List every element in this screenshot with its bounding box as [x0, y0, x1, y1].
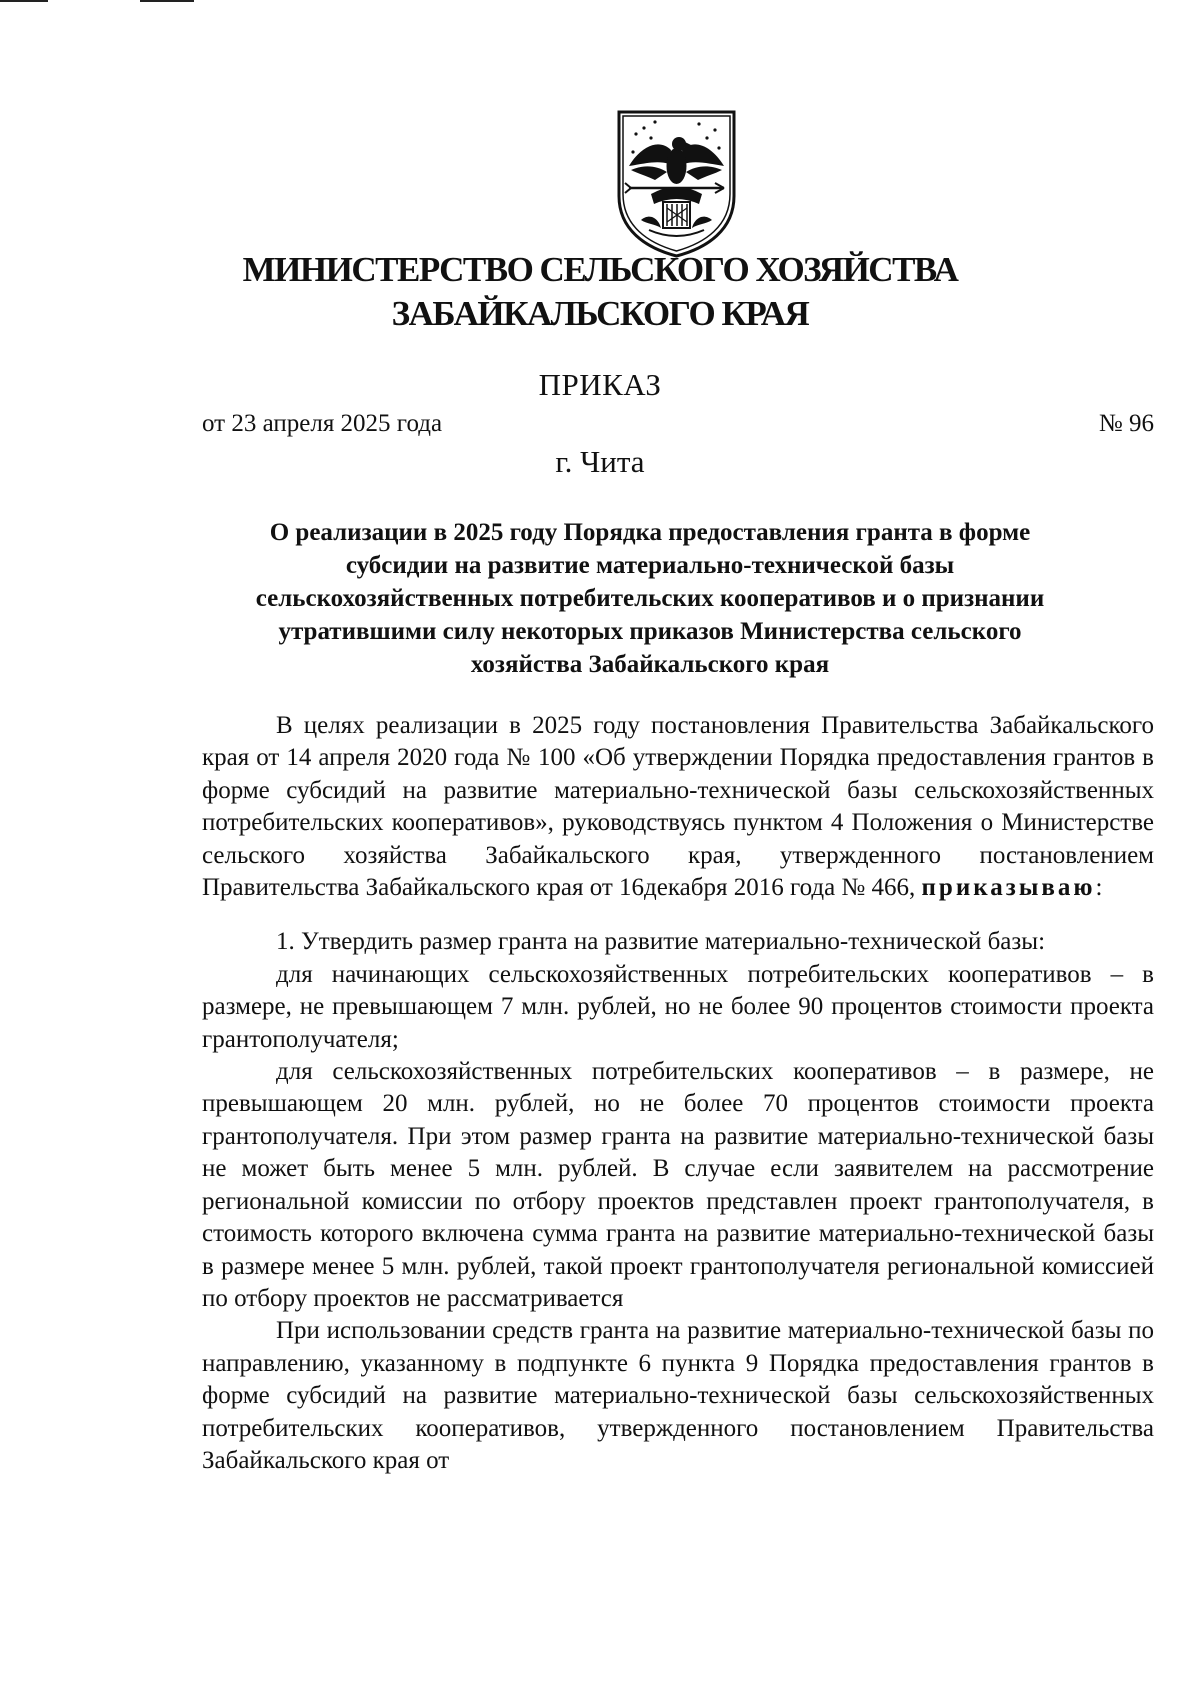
item-1-usage-paragraph: При использовании средств гранта на развитие материально-технической базы по направлению, указанному в подпункте 6 пункта 9 Порядка предоставления грантов в форме субсидий на развитие материально-технической базы сельскохозяйственных потребительских кооперативов, утвержденного постановлением Правительства Забайкальского края от	[202, 1317, 1154, 1474]
document-body	[202, 710, 1154, 1477]
preamble-paragraph	[202, 710, 1154, 904]
subject-line: субсидии на развитие материально-технической базы	[345, 552, 955, 579]
item-1: 1. Утвердить размер гранта на развитие материально-технической базы:	[276, 928, 1046, 956]
document-subject	[200, 516, 1100, 681]
document-date: от 23 апреля 2025 года	[202, 410, 443, 437]
document-number: № 96	[1098, 410, 1154, 437]
document-type: ПРИКАЗ	[538, 367, 662, 402]
ministry-name-line-2: ЗАБАЙКАЛЬСКОГО КРАЯ	[391, 294, 809, 333]
subject-line: хозяйства Забайкальского края	[470, 651, 830, 678]
order-colon: :	[1095, 874, 1103, 902]
subject-line: утратившими силу некоторых приказов Министерства сельского	[278, 618, 1022, 645]
order-keyword: приказываю	[921, 874, 1096, 902]
item-1-startup-cooperatives: для начинающих сельскохозяйственных потребительских кооперативов – в размере, не превышающем 7 млн. рублей, но не более 90 процентов стоимости проекта грантополучателя;	[202, 960, 1154, 1053]
preamble-text: В целях реализации в 2025 году постановления Правительства Забайкальского края от 14 апреля 2020 года № 100 «Об утверждении Порядка предоставления грантов в форме субсидий на развитие материально-технической базы сельскохозяйственных потребительских кооперативов», руководствуясь пунктом 4 Положения о Министерстве сельского хозяйства Забайкальского края, утвержденного постановлением Правительства Забайкальского края от 16декабря 2016 года № 466,	[202, 712, 1154, 902]
subject-line: О реализации в 2025 году Порядка предоставления гранта в форме	[269, 519, 1031, 546]
subject-line: сельскохозяйственных потребительских кооперативов и о признании	[255, 585, 1045, 612]
coat-of-arms-emblem	[611, 108, 742, 258]
scan-artifact	[0, 0, 48, 2]
item-1-cooperatives: для сельскохозяйственных потребительских кооперативов – в размере, не превышающем 20 млн. рублей, но не более 70 процентов стоимости проекта грантополучателя. При этом размер гранта на развитие материально-технической базы не может быть менее 5 млн. рублей. В случае если заявителем на рассмотрение региональной комиссии по отбору проектов представлен проект грантополучателя, в стоимость которого включена сумма гранта на развитие материально-технической базы в размере менее 5 млн. рублей, такой проект грантополучателя региональной комиссией по отбору проектов не рассматривается	[202, 1058, 1154, 1312]
ministry-name-line-1: МИНИСТЕРСТВО СЕЛЬСКОГО ХОЗЯЙСТВА	[242, 250, 958, 289]
scan-artifact	[140, 0, 194, 2]
document-city: г. Чита	[555, 444, 645, 479]
